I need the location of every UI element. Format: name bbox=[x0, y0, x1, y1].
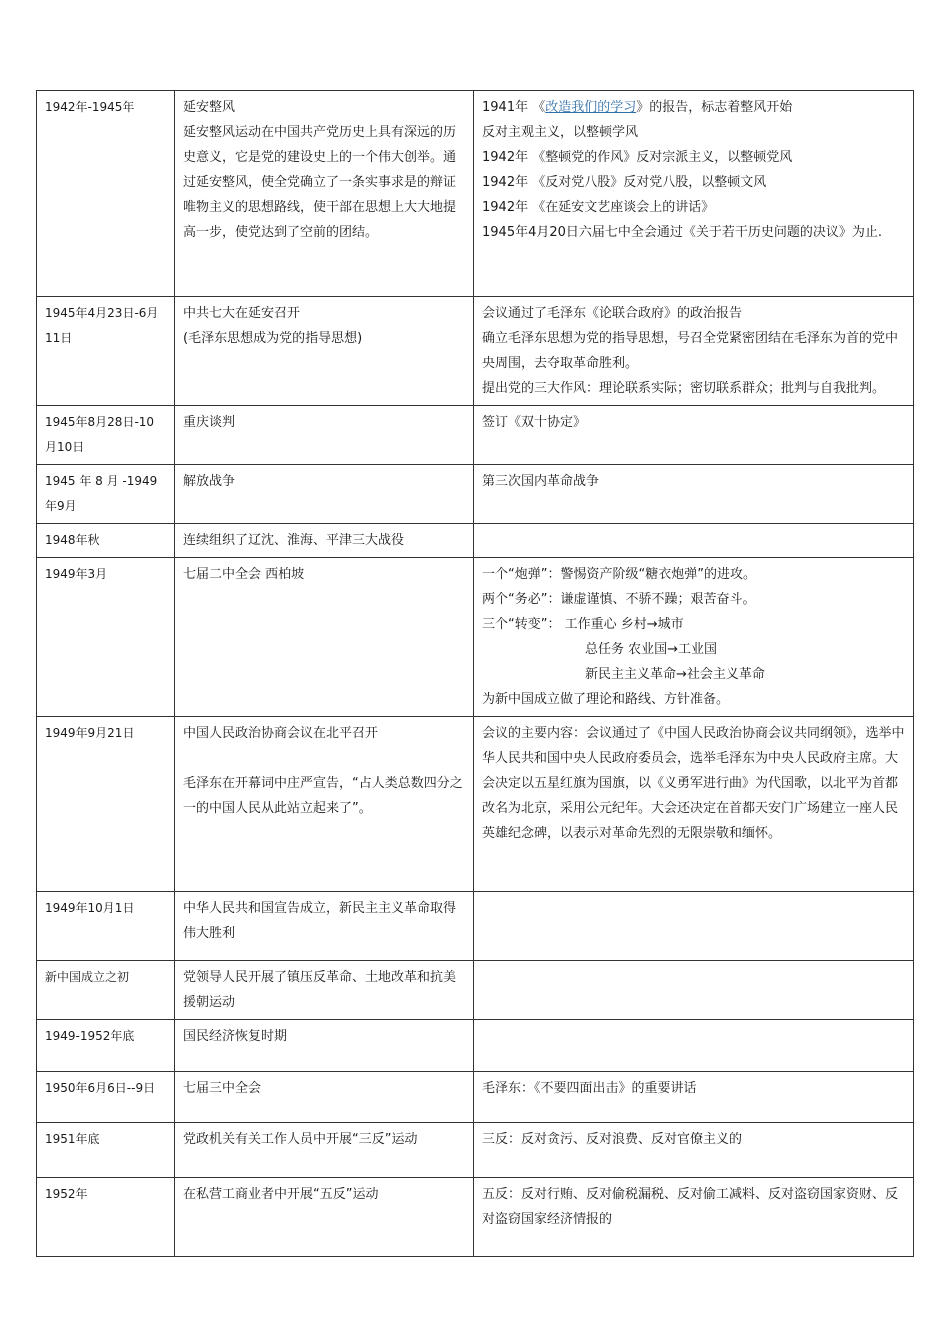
event-cell bbox=[175, 1178, 474, 1257]
event-cell bbox=[175, 717, 474, 892]
notes-cell bbox=[474, 297, 914, 406]
date-cell bbox=[37, 1123, 175, 1178]
event-title: 重庆谈判 bbox=[183, 415, 236, 430]
date-cell bbox=[37, 297, 175, 406]
note-line: 五反：反对行贿、反对偷税漏税、反对偷工减料、反对盗窃国家资财、反对盗窃国家经济情报的 bbox=[482, 1187, 899, 1227]
notes-cell bbox=[474, 524, 914, 558]
event-description: 毛泽东在开幕词中庄严宣告，“占人类总数四分之一的中国人民从此站立起来了”。 bbox=[183, 776, 463, 816]
notes-cell bbox=[474, 892, 914, 961]
event-cell bbox=[175, 465, 474, 524]
notes-cell bbox=[474, 558, 914, 717]
date-text: 1945年4月23日-6月11日 bbox=[45, 306, 159, 345]
date-cell bbox=[37, 961, 175, 1020]
event-title: 中共七大在延安召开 bbox=[183, 306, 301, 321]
date-text: 1949年9月21日 bbox=[45, 726, 135, 740]
date-cell bbox=[37, 1072, 175, 1123]
notes-cell bbox=[474, 717, 914, 892]
date-text: 新中国成立之初 bbox=[45, 970, 130, 984]
note-line: 1942年 《整顿党的作风》反对宗派主义，以整顿党风 bbox=[482, 150, 793, 165]
notes-cell bbox=[474, 465, 914, 524]
table-row bbox=[37, 961, 914, 1020]
note-line: 确立毛泽东思想为党的指导思想，号召全党紧密团结在毛泽东为首的党中央周围，去夺取革命胜利。 bbox=[482, 331, 899, 371]
date-text: 1948年秋 bbox=[45, 533, 100, 547]
note-line: 反对主观主义，以整顿学风 bbox=[482, 125, 639, 140]
note-line bbox=[482, 95, 905, 120]
date-cell bbox=[37, 465, 175, 524]
date-text: 1945 年 8 月 -1949年9月 bbox=[45, 474, 158, 513]
note-line: 三反：反对贪污、反对浪费、反对官僚主义的 bbox=[482, 1132, 743, 1147]
date-text: 1952年 bbox=[45, 1187, 88, 1201]
event-title: 党领导人民开展了镇压反革命、土地改革和抗美援朝运动 bbox=[183, 970, 457, 1010]
date-cell bbox=[37, 524, 175, 558]
table-row bbox=[37, 1178, 914, 1257]
table-row bbox=[37, 524, 914, 558]
event-cell bbox=[175, 91, 474, 297]
note-line: 一个“炮弹”：警惕资产阶级“糖衣炮弹”的进攻。 bbox=[482, 567, 756, 582]
event-cell bbox=[175, 524, 474, 558]
event-title: 党政机关有关工作人员中开展“三反”运动 bbox=[183, 1132, 418, 1147]
event-title: 七届二中全会 西柏坡 bbox=[183, 567, 305, 582]
note-line: 新民主主义革命→社会主义革命 bbox=[585, 667, 765, 682]
date-text: 1949年3月 bbox=[45, 567, 108, 581]
date-text: 1949-1952年底 bbox=[45, 1029, 135, 1043]
event-cell bbox=[175, 406, 474, 465]
event-cell bbox=[175, 297, 474, 406]
table-row bbox=[37, 892, 914, 961]
note-line: 提出党的三大作风：理论联系实际；密切联系群众；批判与自我批判。 bbox=[482, 381, 886, 396]
document-page bbox=[36, 90, 913, 1257]
event-title: 国民经济恢复时期 bbox=[183, 1029, 288, 1044]
table-row bbox=[37, 465, 914, 524]
table-row bbox=[37, 1123, 914, 1178]
table-row bbox=[37, 1072, 914, 1123]
event-cell bbox=[175, 1020, 474, 1072]
note-line: 1945年4月20日六届七中全会通过《关于若干历史问题的决议》为止. bbox=[482, 225, 883, 240]
date-cell bbox=[37, 892, 175, 961]
note-line: 签订《双十协定》 bbox=[482, 415, 587, 430]
note-line: 第三次国内革命战争 bbox=[482, 474, 600, 489]
note-line: 为新中国成立做了理论和路线、方针准备。 bbox=[482, 692, 730, 707]
note-line: 毛泽东：《不要四面出击》的重要讲话 bbox=[482, 1081, 697, 1096]
notes-cell bbox=[474, 1123, 914, 1178]
date-cell bbox=[37, 1178, 175, 1257]
note-line: 总任务 农业国→工业国 bbox=[585, 642, 718, 657]
table-row bbox=[37, 1020, 914, 1072]
event-title: 中华人民共和国宣告成立，新民主主义革命取得伟大胜利 bbox=[183, 901, 457, 941]
notes-cell bbox=[474, 406, 914, 465]
date-cell bbox=[37, 91, 175, 297]
table-row bbox=[37, 406, 914, 465]
date-cell bbox=[37, 406, 175, 465]
event-cell bbox=[175, 961, 474, 1020]
date-text: 1942年-1945年 bbox=[45, 100, 135, 114]
event-description: (毛泽东思想成为党的指导思想) bbox=[183, 331, 363, 346]
note-text: 》的报告，标志着整风开始 bbox=[636, 100, 793, 115]
table-row bbox=[37, 558, 914, 717]
event-title: 七届三中全会 bbox=[183, 1081, 262, 1096]
date-text: 1945年8月28日-10月10日 bbox=[45, 415, 155, 454]
note-line: 1942年 《在延安文艺座谈会上的讲话》 bbox=[482, 200, 715, 215]
notes-cell bbox=[474, 1178, 914, 1257]
table-row bbox=[37, 297, 914, 406]
event-title: 延安整风 bbox=[183, 100, 236, 115]
article-link[interactable]: 改造我们的学习 bbox=[545, 100, 637, 115]
date-cell bbox=[37, 1020, 175, 1072]
event-cell bbox=[175, 558, 474, 717]
notes-cell bbox=[474, 961, 914, 1020]
event-cell bbox=[175, 1072, 474, 1123]
event-cell bbox=[175, 892, 474, 961]
date-cell bbox=[37, 558, 175, 717]
note-line: 三个“转变”： 工作重心 乡村→城市 bbox=[482, 617, 684, 632]
date-text: 1951年底 bbox=[45, 1132, 100, 1146]
note-line: 会议通过了毛泽东《论联合政府》的政治报告 bbox=[482, 306, 743, 321]
table-row bbox=[37, 717, 914, 892]
date-text: 1949年10月1日 bbox=[45, 901, 135, 915]
note-line: 1942年 《反对党八股》反对党八股，以整顿文风 bbox=[482, 175, 767, 190]
event-description: 延安整风运动在中国共产党历史上具有深远的历史意义，它是党的建设史上的一个伟大创举。通过延安整风，使全党确立了一条实事求是的辩证唯物主义的思想路线，使干部在思想上大大地提高一步，使党达到了空前的团结。 bbox=[183, 125, 457, 240]
note-line: 会议的主要内容：会议通过了《中国人民政治协商会议共同纲领》，选举中华人民共和国中央人民政府委员会，选举毛泽东为中央人民政府主席。大会决定以五星红旗为国旗，以《义勇军进行曲》为代国歌，以北平为首都改名为北京，采用公元纪年。大会还决定在首都天安门广场建立一座人民英雄纪念碑，以表示对革命先烈的无限崇敬和缅怀。 bbox=[482, 726, 905, 841]
date-text: 1950年6月6日--9日 bbox=[45, 1081, 156, 1095]
notes-cell bbox=[474, 91, 914, 297]
event-title: 连续组织了辽沈、淮海、平津三大战役 bbox=[183, 533, 405, 548]
notes-cell bbox=[474, 1072, 914, 1123]
event-title: 中国人民政治协商会议在北平召开 bbox=[183, 726, 379, 741]
history-timeline-table bbox=[36, 90, 914, 1257]
event-cell bbox=[175, 1123, 474, 1178]
note-line: 两个“务必”：谦虚谨慎、不骄不躁；艰苦奋斗。 bbox=[482, 592, 756, 607]
note-text: 1941年 《 bbox=[482, 100, 546, 115]
event-title: 在私营工商业者中开展“五反”运动 bbox=[183, 1187, 379, 1202]
event-title: 解放战争 bbox=[183, 474, 236, 489]
date-cell bbox=[37, 717, 175, 892]
notes-cell bbox=[474, 1020, 914, 1072]
table-row bbox=[37, 91, 914, 297]
spacer bbox=[183, 746, 465, 771]
